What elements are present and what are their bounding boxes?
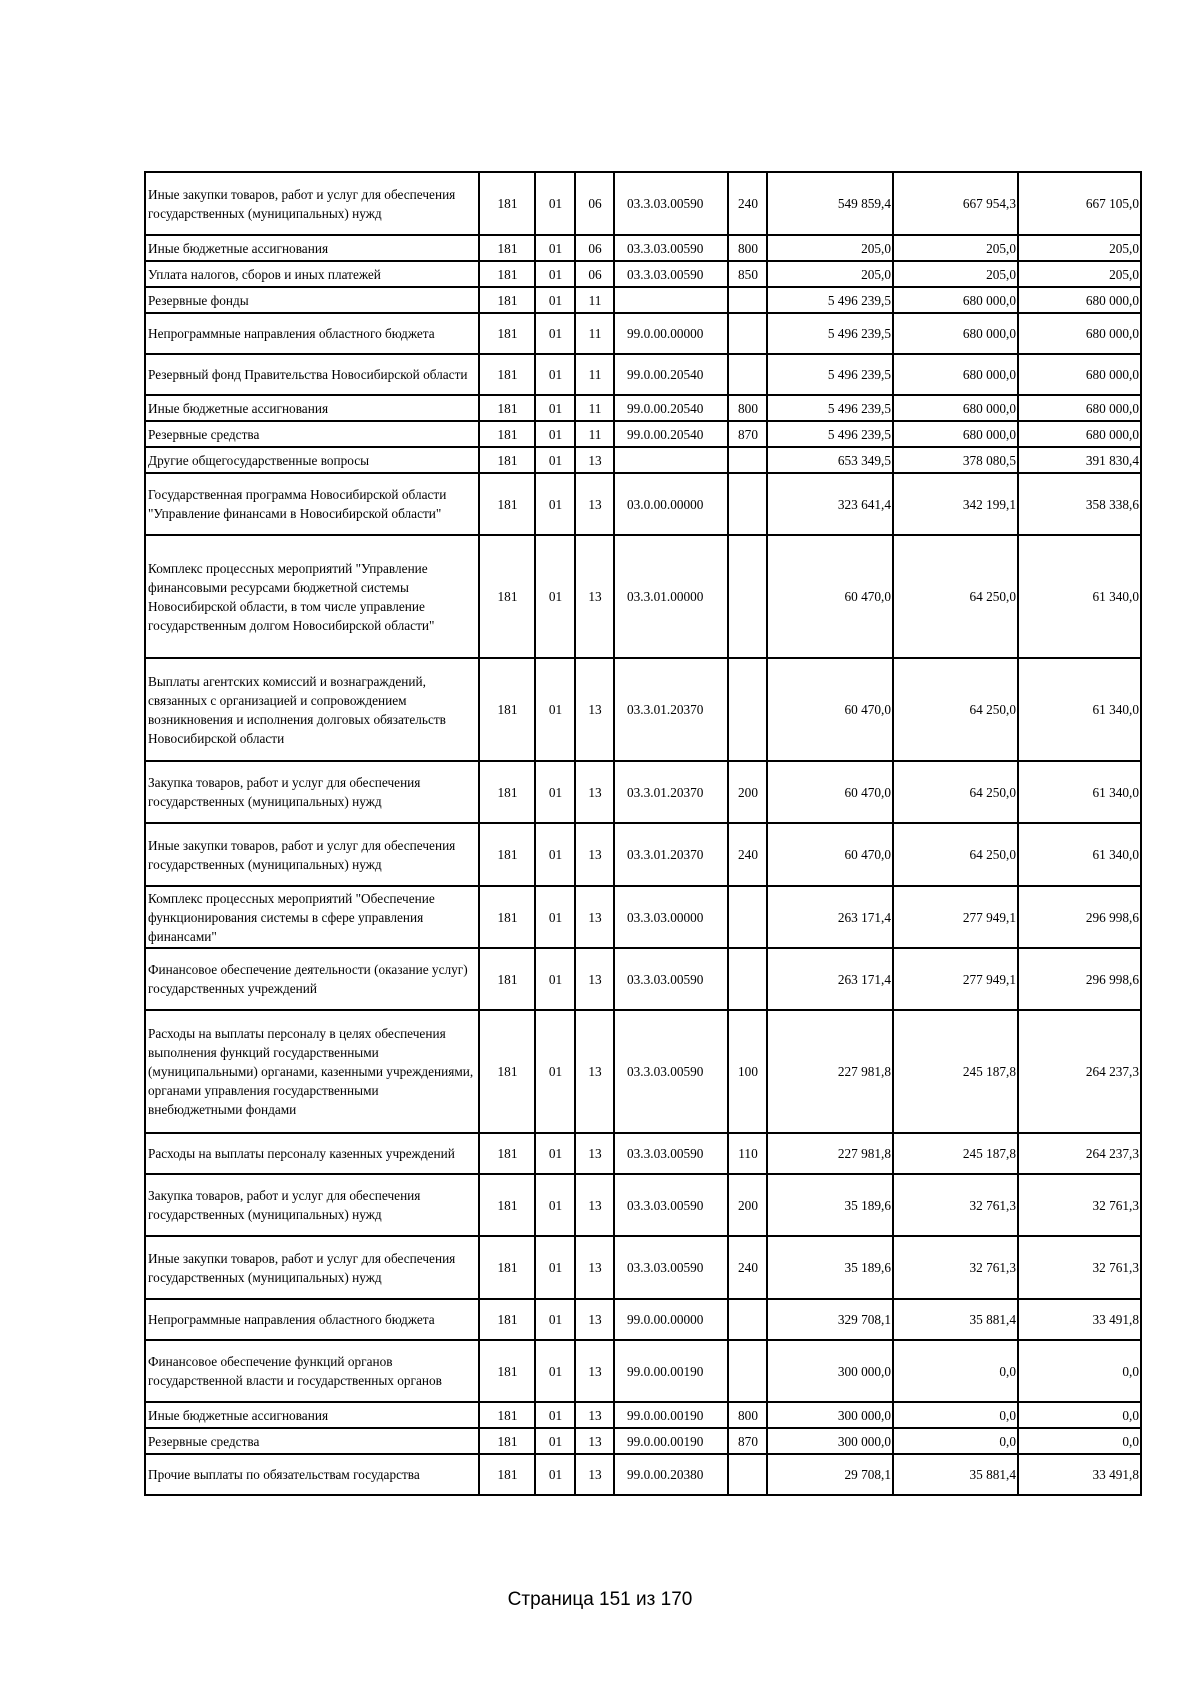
section-code: 01 [535, 1340, 575, 1402]
amount-year-1: 5 496 239,5 [767, 395, 893, 421]
grbs-code: 181 [479, 761, 535, 823]
expense-type-code: 100 [728, 1010, 767, 1133]
row-name: Иные бюджетные ассигнования [145, 235, 479, 261]
amount-year-3: 680 000,0 [1018, 313, 1141, 354]
target-article-code: 99.0.00.00000 [614, 1299, 728, 1340]
subsection-code: 06 [575, 261, 614, 287]
grbs-code: 181 [479, 172, 535, 235]
row-name: Закупка товаров, работ и услуг для обеспечения государственных (муниципальных) нужд [145, 1174, 479, 1236]
section-code: 01 [535, 1010, 575, 1133]
subsection-code: 13 [575, 1428, 614, 1454]
amount-year-2: 32 761,3 [893, 1236, 1018, 1299]
subsection-code: 13 [575, 658, 614, 761]
grbs-code: 181 [479, 1010, 535, 1133]
amount-year-3: 680 000,0 [1018, 395, 1141, 421]
expense-type-code [728, 447, 767, 473]
amount-year-2: 0,0 [893, 1340, 1018, 1402]
table-row [145, 354, 1141, 395]
subsection-code: 11 [575, 287, 614, 313]
amount-year-2: 680 000,0 [893, 313, 1018, 354]
target-article-code: 03.3.03.00590 [614, 948, 728, 1010]
table-row [145, 1174, 1141, 1236]
grbs-code: 181 [479, 261, 535, 287]
section-code: 01 [535, 535, 575, 658]
table-row [145, 1428, 1141, 1454]
amount-year-3: 61 340,0 [1018, 658, 1141, 761]
table-row [145, 313, 1141, 354]
grbs-code: 181 [479, 421, 535, 447]
section-code: 01 [535, 354, 575, 395]
grbs-code: 181 [479, 886, 535, 948]
amount-year-2: 64 250,0 [893, 761, 1018, 823]
row-name: Другие общегосударственные вопросы [145, 447, 479, 473]
amount-year-2: 64 250,0 [893, 535, 1018, 658]
table-row [145, 948, 1141, 1010]
section-code: 01 [535, 1236, 575, 1299]
grbs-code: 181 [479, 1428, 535, 1454]
amount-year-3: 32 761,3 [1018, 1174, 1141, 1236]
section-code: 01 [535, 447, 575, 473]
subsection-code: 11 [575, 313, 614, 354]
row-name: Непрограммные направления областного бюджета [145, 1299, 479, 1340]
amount-year-2: 64 250,0 [893, 658, 1018, 761]
amount-year-2: 680 000,0 [893, 354, 1018, 395]
subsection-code: 13 [575, 761, 614, 823]
grbs-code: 181 [479, 1174, 535, 1236]
amount-year-1: 60 470,0 [767, 658, 893, 761]
amount-year-2: 64 250,0 [893, 823, 1018, 886]
target-article-code: 03.0.00.00000 [614, 473, 728, 535]
subsection-code: 13 [575, 535, 614, 658]
amount-year-1: 653 349,5 [767, 447, 893, 473]
grbs-code: 181 [479, 473, 535, 535]
amount-year-1: 35 189,6 [767, 1236, 893, 1299]
target-article-code: 99.0.00.00190 [614, 1402, 728, 1428]
amount-year-3: 33 491,8 [1018, 1299, 1141, 1340]
row-name: Иные закупки товаров, работ и услуг для обеспечения государственных (муниципальных) нужд [145, 823, 479, 886]
table-body [145, 172, 1141, 1495]
table-row [145, 1299, 1141, 1340]
amount-year-2: 245 187,8 [893, 1133, 1018, 1174]
section-code: 01 [535, 658, 575, 761]
section-code: 01 [535, 1133, 575, 1174]
row-name: Комплекс процессных мероприятий "Обеспечение функционирования системы в сфере управления финансами" [145, 886, 479, 948]
section-code: 01 [535, 287, 575, 313]
subsection-code: 11 [575, 395, 614, 421]
subsection-code: 06 [575, 172, 614, 235]
amount-year-2: 667 954,3 [893, 172, 1018, 235]
table-row [145, 658, 1141, 761]
grbs-code: 181 [479, 287, 535, 313]
table-row [145, 761, 1141, 823]
row-name: Выплаты агентских комиссий и вознаграждений, связанных с организацией и сопровождением возникновения и исполнения долговых обязательств Новосибирской области [145, 658, 479, 761]
section-code: 01 [535, 1428, 575, 1454]
amount-year-3: 296 998,6 [1018, 948, 1141, 1010]
expense-type-code [728, 287, 767, 313]
expense-type-code: 240 [728, 823, 767, 886]
table-row [145, 886, 1141, 948]
table-row [145, 1010, 1141, 1133]
target-article-code: 99.0.00.00190 [614, 1340, 728, 1402]
grbs-code: 181 [479, 1133, 535, 1174]
table-row [145, 1236, 1141, 1299]
section-code: 01 [535, 823, 575, 886]
amount-year-1: 5 496 239,5 [767, 313, 893, 354]
amount-year-1: 263 171,4 [767, 948, 893, 1010]
expense-type-code: 800 [728, 1402, 767, 1428]
table-row [145, 261, 1141, 287]
amount-year-1: 60 470,0 [767, 823, 893, 886]
target-article-code: 03.3.01.00000 [614, 535, 728, 658]
subsection-code: 13 [575, 1340, 614, 1402]
grbs-code: 181 [479, 1340, 535, 1402]
row-name: Резервные фонды [145, 287, 479, 313]
grbs-code: 181 [479, 823, 535, 886]
section-code: 01 [535, 172, 575, 235]
target-article-code: 03.3.03.00590 [614, 261, 728, 287]
table-row [145, 421, 1141, 447]
expense-type-code [728, 886, 767, 948]
amount-year-1: 60 470,0 [767, 761, 893, 823]
amount-year-3: 264 237,3 [1018, 1133, 1141, 1174]
row-name: Иные бюджетные ассигнования [145, 1402, 479, 1428]
subsection-code: 13 [575, 823, 614, 886]
row-name: Государственная программа Новосибирской области "Управление финансами в Новосибирской области" [145, 473, 479, 535]
amount-year-1: 227 981,8 [767, 1010, 893, 1133]
amount-year-2: 378 080,5 [893, 447, 1018, 473]
table-row [145, 1402, 1141, 1428]
grbs-code: 181 [479, 395, 535, 421]
target-article-code: 03.3.03.00590 [614, 1010, 728, 1133]
section-code: 01 [535, 235, 575, 261]
row-name: Финансовое обеспечение функций органов государственной власти и государственных органов [145, 1340, 479, 1402]
amount-year-3: 680 000,0 [1018, 421, 1141, 447]
target-article-code: 99.0.00.20380 [614, 1454, 728, 1495]
section-code: 01 [535, 1454, 575, 1495]
subsection-code: 13 [575, 1299, 614, 1340]
section-code: 01 [535, 1299, 575, 1340]
target-article-code: 99.0.00.00000 [614, 313, 728, 354]
grbs-code: 181 [479, 354, 535, 395]
amount-year-3: 0,0 [1018, 1402, 1141, 1428]
grbs-code: 181 [479, 1236, 535, 1299]
table-row [145, 535, 1141, 658]
amount-year-2: 0,0 [893, 1428, 1018, 1454]
amount-year-3: 0,0 [1018, 1428, 1141, 1454]
target-article-code: 03.3.03.00590 [614, 235, 728, 261]
table-row [145, 1454, 1141, 1495]
amount-year-3: 61 340,0 [1018, 535, 1141, 658]
amount-year-1: 35 189,6 [767, 1174, 893, 1236]
subsection-code: 13 [575, 447, 614, 473]
target-article-code: 03.3.01.20370 [614, 761, 728, 823]
section-code: 01 [535, 761, 575, 823]
amount-year-1: 300 000,0 [767, 1340, 893, 1402]
amount-year-3: 680 000,0 [1018, 354, 1141, 395]
subsection-code: 13 [575, 948, 614, 1010]
row-name: Резервные средства [145, 1428, 479, 1454]
table-row [145, 1133, 1141, 1174]
amount-year-2: 277 949,1 [893, 948, 1018, 1010]
subsection-code: 13 [575, 1402, 614, 1428]
row-name: Расходы на выплаты персоналу в целях обеспечения выполнения функций государственными (муниципальными) органами, казенными учреждениями, органами управления государственными внебюджетными фондами [145, 1010, 479, 1133]
amount-year-1: 227 981,8 [767, 1133, 893, 1174]
amount-year-2: 342 199,1 [893, 473, 1018, 535]
subsection-code: 13 [575, 1010, 614, 1133]
amount-year-1: 323 641,4 [767, 473, 893, 535]
grbs-code: 181 [479, 658, 535, 761]
expense-type-code: 850 [728, 261, 767, 287]
amount-year-2: 205,0 [893, 235, 1018, 261]
target-article-code: 99.0.00.20540 [614, 421, 728, 447]
grbs-code: 181 [479, 948, 535, 1010]
amount-year-3: 61 340,0 [1018, 761, 1141, 823]
target-article-code [614, 287, 728, 313]
table-row [145, 447, 1141, 473]
expense-type-code [728, 948, 767, 1010]
section-code: 01 [535, 395, 575, 421]
amount-year-3: 391 830,4 [1018, 447, 1141, 473]
grbs-code: 181 [479, 313, 535, 354]
page-number: Страница 151 из 170 [507, 1589, 693, 1610]
expense-type-code [728, 1299, 767, 1340]
amount-year-2: 277 949,1 [893, 886, 1018, 948]
budget-table [144, 171, 1142, 1496]
grbs-code: 181 [479, 535, 535, 658]
amount-year-3: 358 338,6 [1018, 473, 1141, 535]
expense-type-code: 240 [728, 1236, 767, 1299]
amount-year-2: 32 761,3 [893, 1174, 1018, 1236]
expense-type-code: 800 [728, 235, 767, 261]
target-article-code: 03.3.03.00000 [614, 886, 728, 948]
target-article-code [614, 447, 728, 473]
section-code: 01 [535, 948, 575, 1010]
section-code: 01 [535, 421, 575, 447]
amount-year-1: 29 708,1 [767, 1454, 893, 1495]
amount-year-3: 205,0 [1018, 235, 1141, 261]
subsection-code: 13 [575, 473, 614, 535]
row-name: Резервные средства [145, 421, 479, 447]
grbs-code: 181 [479, 1299, 535, 1340]
row-name: Уплата налогов, сборов и иных платежей [145, 261, 479, 287]
section-code: 01 [535, 1402, 575, 1428]
amount-year-2: 680 000,0 [893, 395, 1018, 421]
grbs-code: 181 [479, 1454, 535, 1495]
amount-year-2: 245 187,8 [893, 1010, 1018, 1133]
table-row [145, 235, 1141, 261]
table-row [145, 287, 1141, 313]
expense-type-code [728, 1340, 767, 1402]
subsection-code: 06 [575, 235, 614, 261]
expense-type-code [728, 354, 767, 395]
target-article-code: 99.0.00.00190 [614, 1428, 728, 1454]
row-name: Закупка товаров, работ и услуг для обеспечения государственных (муниципальных) нужд [145, 761, 479, 823]
section-code: 01 [535, 313, 575, 354]
target-article-code: 03.3.03.00590 [614, 1133, 728, 1174]
amount-year-1: 263 171,4 [767, 886, 893, 948]
subsection-code: 11 [575, 354, 614, 395]
target-article-code: 03.3.01.20370 [614, 658, 728, 761]
target-article-code: 03.3.03.00590 [614, 1174, 728, 1236]
table-row [145, 1340, 1141, 1402]
row-name: Непрограммные направления областного бюджета [145, 313, 479, 354]
amount-year-1: 300 000,0 [767, 1428, 893, 1454]
subsection-code: 13 [575, 1174, 614, 1236]
expense-type-code: 200 [728, 761, 767, 823]
expense-type-code: 240 [728, 172, 767, 235]
amount-year-2: 0,0 [893, 1402, 1018, 1428]
amount-year-3: 264 237,3 [1018, 1010, 1141, 1133]
target-article-code: 99.0.00.20540 [614, 395, 728, 421]
amount-year-1: 329 708,1 [767, 1299, 893, 1340]
row-name: Расходы на выплаты персоналу казенных учреждений [145, 1133, 479, 1174]
row-name: Комплекс процессных мероприятий "Управление финансовыми ресурсами бюджетной системы Новосибирской области, в том числе управление государственным долгом Новосибирской области" [145, 535, 479, 658]
row-name: Иные бюджетные ассигнования [145, 395, 479, 421]
amount-year-1: 300 000,0 [767, 1402, 893, 1428]
amount-year-2: 205,0 [893, 261, 1018, 287]
target-article-code: 99.0.00.20540 [614, 354, 728, 395]
amount-year-3: 32 761,3 [1018, 1236, 1141, 1299]
amount-year-1: 205,0 [767, 235, 893, 261]
target-article-code: 03.3.03.00590 [614, 172, 728, 235]
table-row [145, 395, 1141, 421]
expense-type-code: 110 [728, 1133, 767, 1174]
amount-year-2: 680 000,0 [893, 287, 1018, 313]
expense-type-code: 870 [728, 421, 767, 447]
row-name: Резервный фонд Правительства Новосибирской области [145, 354, 479, 395]
target-article-code: 03.3.03.00590 [614, 1236, 728, 1299]
section-code: 01 [535, 1174, 575, 1236]
expense-type-code [728, 473, 767, 535]
amount-year-3: 680 000,0 [1018, 287, 1141, 313]
expense-type-code [728, 1454, 767, 1495]
row-name: Иные закупки товаров, работ и услуг для обеспечения государственных (муниципальных) нужд [145, 1236, 479, 1299]
amount-year-1: 5 496 239,5 [767, 421, 893, 447]
subsection-code: 13 [575, 1236, 614, 1299]
grbs-code: 181 [479, 447, 535, 473]
subsection-code: 13 [575, 1133, 614, 1174]
subsection-code: 13 [575, 1454, 614, 1495]
amount-year-3: 61 340,0 [1018, 823, 1141, 886]
target-article-code: 03.3.01.20370 [614, 823, 728, 886]
amount-year-1: 549 859,4 [767, 172, 893, 235]
amount-year-2: 35 881,4 [893, 1299, 1018, 1340]
amount-year-1: 205,0 [767, 261, 893, 287]
amount-year-3: 0,0 [1018, 1340, 1141, 1402]
amount-year-3: 296 998,6 [1018, 886, 1141, 948]
amount-year-3: 205,0 [1018, 261, 1141, 287]
row-name: Финансовое обеспечение деятельности (оказание услуг) государственных учреждений [145, 948, 479, 1010]
grbs-code: 181 [479, 235, 535, 261]
expense-type-code: 870 [728, 1428, 767, 1454]
table-row [145, 172, 1141, 235]
table-row [145, 823, 1141, 886]
subsection-code: 11 [575, 421, 614, 447]
grbs-code: 181 [479, 1402, 535, 1428]
row-name: Иные закупки товаров, работ и услуг для обеспечения государственных (муниципальных) нужд [145, 172, 479, 235]
amount-year-1: 5 496 239,5 [767, 354, 893, 395]
amount-year-2: 680 000,0 [893, 421, 1018, 447]
amount-year-2: 35 881,4 [893, 1454, 1018, 1495]
expense-type-code [728, 535, 767, 658]
amount-year-3: 667 105,0 [1018, 172, 1141, 235]
section-code: 01 [535, 473, 575, 535]
amount-year-1: 60 470,0 [767, 535, 893, 658]
section-code: 01 [535, 886, 575, 948]
row-name: Прочие выплаты по обязательствам государства [145, 1454, 479, 1495]
subsection-code: 13 [575, 886, 614, 948]
expense-type-code [728, 313, 767, 354]
amount-year-1: 5 496 239,5 [767, 287, 893, 313]
expense-type-code [728, 658, 767, 761]
expense-type-code: 800 [728, 395, 767, 421]
expense-type-code: 200 [728, 1174, 767, 1236]
section-code: 01 [535, 261, 575, 287]
table-row [145, 473, 1141, 535]
amount-year-3: 33 491,8 [1018, 1454, 1141, 1495]
